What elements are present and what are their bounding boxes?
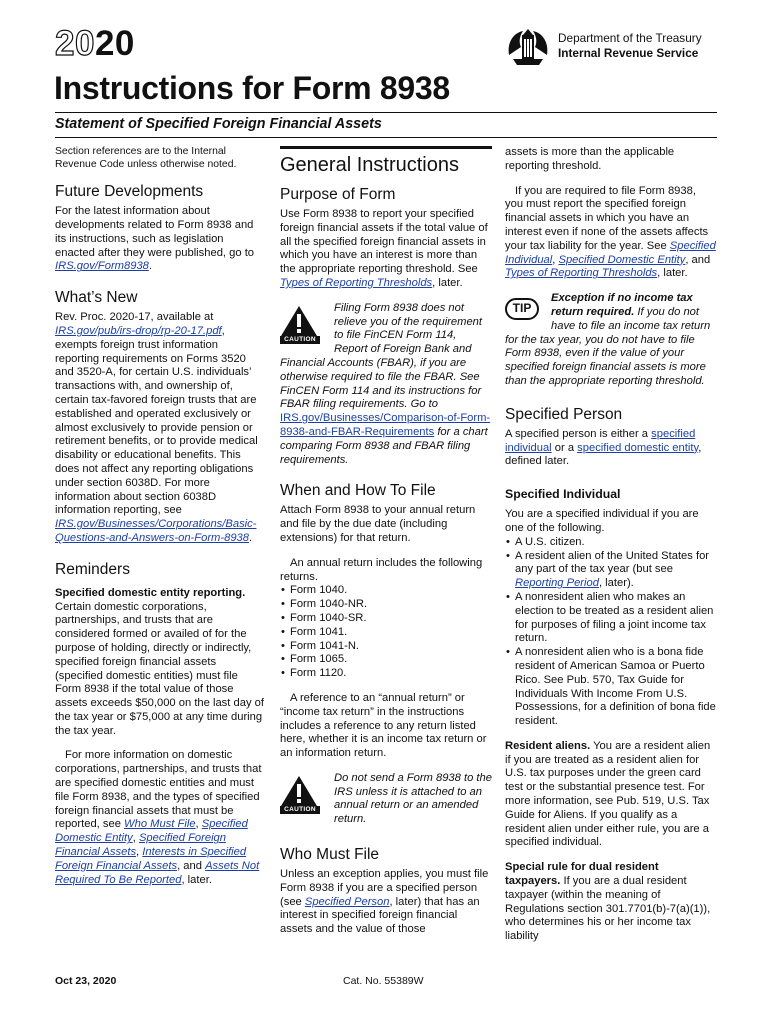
heading-general-instructions: General Instructions xyxy=(280,146,492,177)
sde-paragraph: Specified domestic entity reporting. Certain domestic corporations, partnerships, and trusts that are considered formed or availed of for the purpose of holding, directly or indirectly, specified foreign financial assets (specified domestic entities) must file Form 8938 if the total value of those assets exceeds $50,000 on the last day of the tax year or $75,000 at any time during the tax year. xyxy=(55,586,264,737)
link-form8938[interactable]: IRS.gov/Form8938 xyxy=(55,260,149,273)
heading-purpose-of-form: Purpose of Form xyxy=(280,186,396,203)
caution-icon: CAUTION xyxy=(280,305,324,347)
link-assets-not-required[interactable]: Assets Not Required To Be Reported xyxy=(55,859,260,886)
caution-note-fbar: CAUTION Filing Form 8938 does not relieve you of the requirement to file FinCEN Form 114, Report of Foreign Bank and Financial Accounts (FBAR), if you are otherwise required to file the FBAR. See FinCEN Form 114 and its instructions for FBAR filing requirements. Go to IRS.gov/Businesses/Comparison-of-Form-8938-and-FBAR-Requirements for a chart comparing Form 8938 and FBAR filing requirements. xyxy=(280,301,491,466)
list-item: • Form 1065. xyxy=(280,653,492,667)
continued-paragraph: assets is more than the applicable reporting threshold. xyxy=(505,146,675,172)
title-divider xyxy=(55,112,717,113)
specified-person-paragraph: A specified person is either a specified individual or a specified domestic entity, defined later. xyxy=(505,427,702,468)
form-year: 2020 xyxy=(55,24,135,63)
list-item: • A nonresident alien who is a bona fide resident of American Samoa or Puerto Rico. See Pub. 570, Tax Guide for Individuals With Income From U.S. Possessions, for a definition of bona fide resident. xyxy=(505,646,717,729)
list-item: • A U.S. citizen. xyxy=(505,536,717,550)
heading-whats-new: What’s New xyxy=(55,289,138,307)
list-item: • Form 1040-NR. xyxy=(280,598,492,612)
heading-reminders: Reminders xyxy=(55,560,130,578)
link-specified-individual[interactable]: Specified Individual xyxy=(505,239,716,266)
list-item: • Form 1041. xyxy=(280,626,492,640)
list-item: • Form 1041-N. xyxy=(280,640,492,654)
intro-note: Section references are to the Internal Revenue Code unless otherwise noted. xyxy=(55,146,237,170)
heading-future-developments: Future Developments xyxy=(55,183,204,201)
who-paragraph: Unless an exception applies, you must file Form 8938 if you are a specified person (see Specified Person, later) that has an interest in specified foreign financial assets and the value of those xyxy=(280,868,489,936)
whats-new-paragraph: Rev. Proc. 2020-17, available at IRS.gov/pub/irs-drop/rp-20-17.pdf, exempts foreign trust information reporting requirements on Forms 3520 and 3520-A, for certain U.S. individuals’ transactions with, and ownership of, certain tax-favored foreign trusts that are established and operated exclusively or almost exclusively to provide pension or retirement benefits, or to provide medical disability or educational benefits. This does not affect any reporting obligations under section 6038D. For more information about section 6038D information reporting, see IRS.gov/Businesses/Corporations/Basic-Questions-and-Answers-on-Form-8938. xyxy=(55,311,258,544)
heading-when-how-to-file: When and How To File xyxy=(280,482,436,500)
column-1 xyxy=(55,146,265,898)
heading-who-must-file: Who Must File xyxy=(280,846,380,864)
list-item: • Form 1040. xyxy=(280,584,492,598)
resident-aliens-paragraph: Resident aliens. You are a resident alien if you are treated as a resident alien for U.S. tax purposes under the green card test or the substantial presence test. For more information, see Pub. 519, U.S. Tax Guide for Aliens. If you qualify as a resident alien under either rule, you are a specified individual. xyxy=(505,739,711,849)
future-paragraph: For the latest information about developments related to Form 8938 and its instructions, such as legislation enacted after they were published, go to IRS.gov/Form8938. xyxy=(55,205,255,273)
link-rev-proc[interactable]: IRS.gov/pub/irs-drop/rp-20-17.pdf xyxy=(55,324,222,337)
page-subtitle: Statement of Specified Foreign Financial Assets xyxy=(55,116,382,132)
heading-specified-individual: Specified Individual xyxy=(505,487,621,502)
link-types-of-reporting-thresholds[interactable]: Types of Reporting Thresholds xyxy=(505,267,658,280)
link-specified-person[interactable]: Specified Person xyxy=(304,895,390,908)
link-basic-questions[interactable]: IRS.gov/Businesses/Corporations/Basic-Questions-and-Answers-on-Form-8938 xyxy=(55,518,257,544)
dual-resident-paragraph: Special rule for dual resident taxpayers. If you are a dual resident taxpayer (within the meaning of Regulations section 301.7701(b)-7(a)(1)), who determines his or her income tax liability xyxy=(505,861,711,943)
tip-icon: TIP xyxy=(505,298,541,324)
list-item: • A nonresident alien who makes an election to be treated as a resident alien for purposes of filing a joint income tax return. xyxy=(505,591,717,646)
column-2 xyxy=(280,146,492,937)
specified-individual-list xyxy=(505,536,717,729)
link-types-of-reporting-thresholds[interactable]: Types of Reporting Thresholds xyxy=(280,276,433,289)
link-who-must-file[interactable]: Who Must File xyxy=(124,818,196,831)
returns-list xyxy=(280,584,492,681)
purpose-paragraph: Use Form 8938 to report your specified foreign financial assets if the total value of all the specified foreign financial assets in which you have an interest is more than the appropriate reporting threshold. See Types of Reporting Thresholds, later. xyxy=(280,208,488,289)
specified-individual-paragraph: You are a specified individual if you are one of the following. xyxy=(505,508,699,534)
tip-note: TIP Exception if no income tax return required. If you do not have to file an income tax return for the tax year, you do not have to file Form 8938, even if the value of your specified foreign financial assets is more than the appropriate reporting threshold. xyxy=(505,292,711,387)
annual-return-paragraph: An annual return includes the following returns. xyxy=(280,556,483,583)
link-specified-domestic-entity-def[interactable]: specified domestic entity xyxy=(577,441,699,454)
link-specified-domestic-entity[interactable]: Specified Domestic Entity xyxy=(558,253,686,266)
caution-icon: CAUTION xyxy=(280,775,324,817)
page-title: Instructions for Form 8938 xyxy=(54,70,450,106)
link-fbar-comparison[interactable]: IRS.gov/Businesses/Comparison-of-Form-8938-and-FBAR-Requirements xyxy=(280,412,491,438)
link-specified-foreign-financial-assets[interactable]: Specified Foreign Financial Assets xyxy=(55,832,227,859)
heading-specified-person: Specified Person xyxy=(505,405,623,423)
revision-date: Oct 23, 2020 xyxy=(55,975,117,987)
caution-note-attach: CAUTION Do not send a Form 8938 to the IRS unless it is attached to an annual return or an amended return. xyxy=(280,772,492,827)
agency-name: Department of the Treasury Internal Revenue Service xyxy=(558,31,702,60)
column-3 xyxy=(505,146,717,944)
more-info-paragraph: For more information on domestic corporations, partnerships, and trusts that are specified domestic entities and must file Form 8938, and the types of specified foreign financial assets that must be reported, see Who Must File, Specified Domestic Entity, Specified Foreign Financial Assets, Interests in Specified Foreign Financial Assets, and Assets Not Required To Be Reported, later. xyxy=(55,749,262,886)
when-paragraph: Attach Form 8938 to your annual return and file by the due date (including extensions) for that return. xyxy=(280,504,476,544)
irs-eagle-logo-icon xyxy=(505,25,551,69)
link-specified-individual-def[interactable]: specified individual xyxy=(505,427,696,454)
list-item: • A resident alien of the United States for any part of the tax year (but see Reporting Period, later). xyxy=(505,550,717,591)
required-paragraph: If you are required to file Form 8938, you must report the specified foreign financial assets in which you have an interest even if none of the assets affects your tax liability for the year. See Specified Individual, Specified Domestic Entity, and Types of Reporting Thresholds, later. xyxy=(505,184,716,280)
link-interests-in-sffa[interactable]: Interests in Specified Foreign Financial Assets xyxy=(55,846,247,872)
list-item: • Form 1120. xyxy=(280,667,492,681)
link-reporting-period[interactable]: Reporting Period xyxy=(515,577,599,590)
reference-paragraph: A reference to an “annual return” or “income tax return” in the instructions includes a reference to any return listed here, whether it is an income tax return or an information return. xyxy=(280,691,487,760)
list-item: • Form 1040-SR. xyxy=(280,612,492,626)
catalog-number: Cat. No. 55389W xyxy=(343,975,424,987)
link-specified-domestic-entity[interactable]: Specified Domestic Entity xyxy=(55,818,248,845)
subtitle-divider xyxy=(55,137,717,138)
